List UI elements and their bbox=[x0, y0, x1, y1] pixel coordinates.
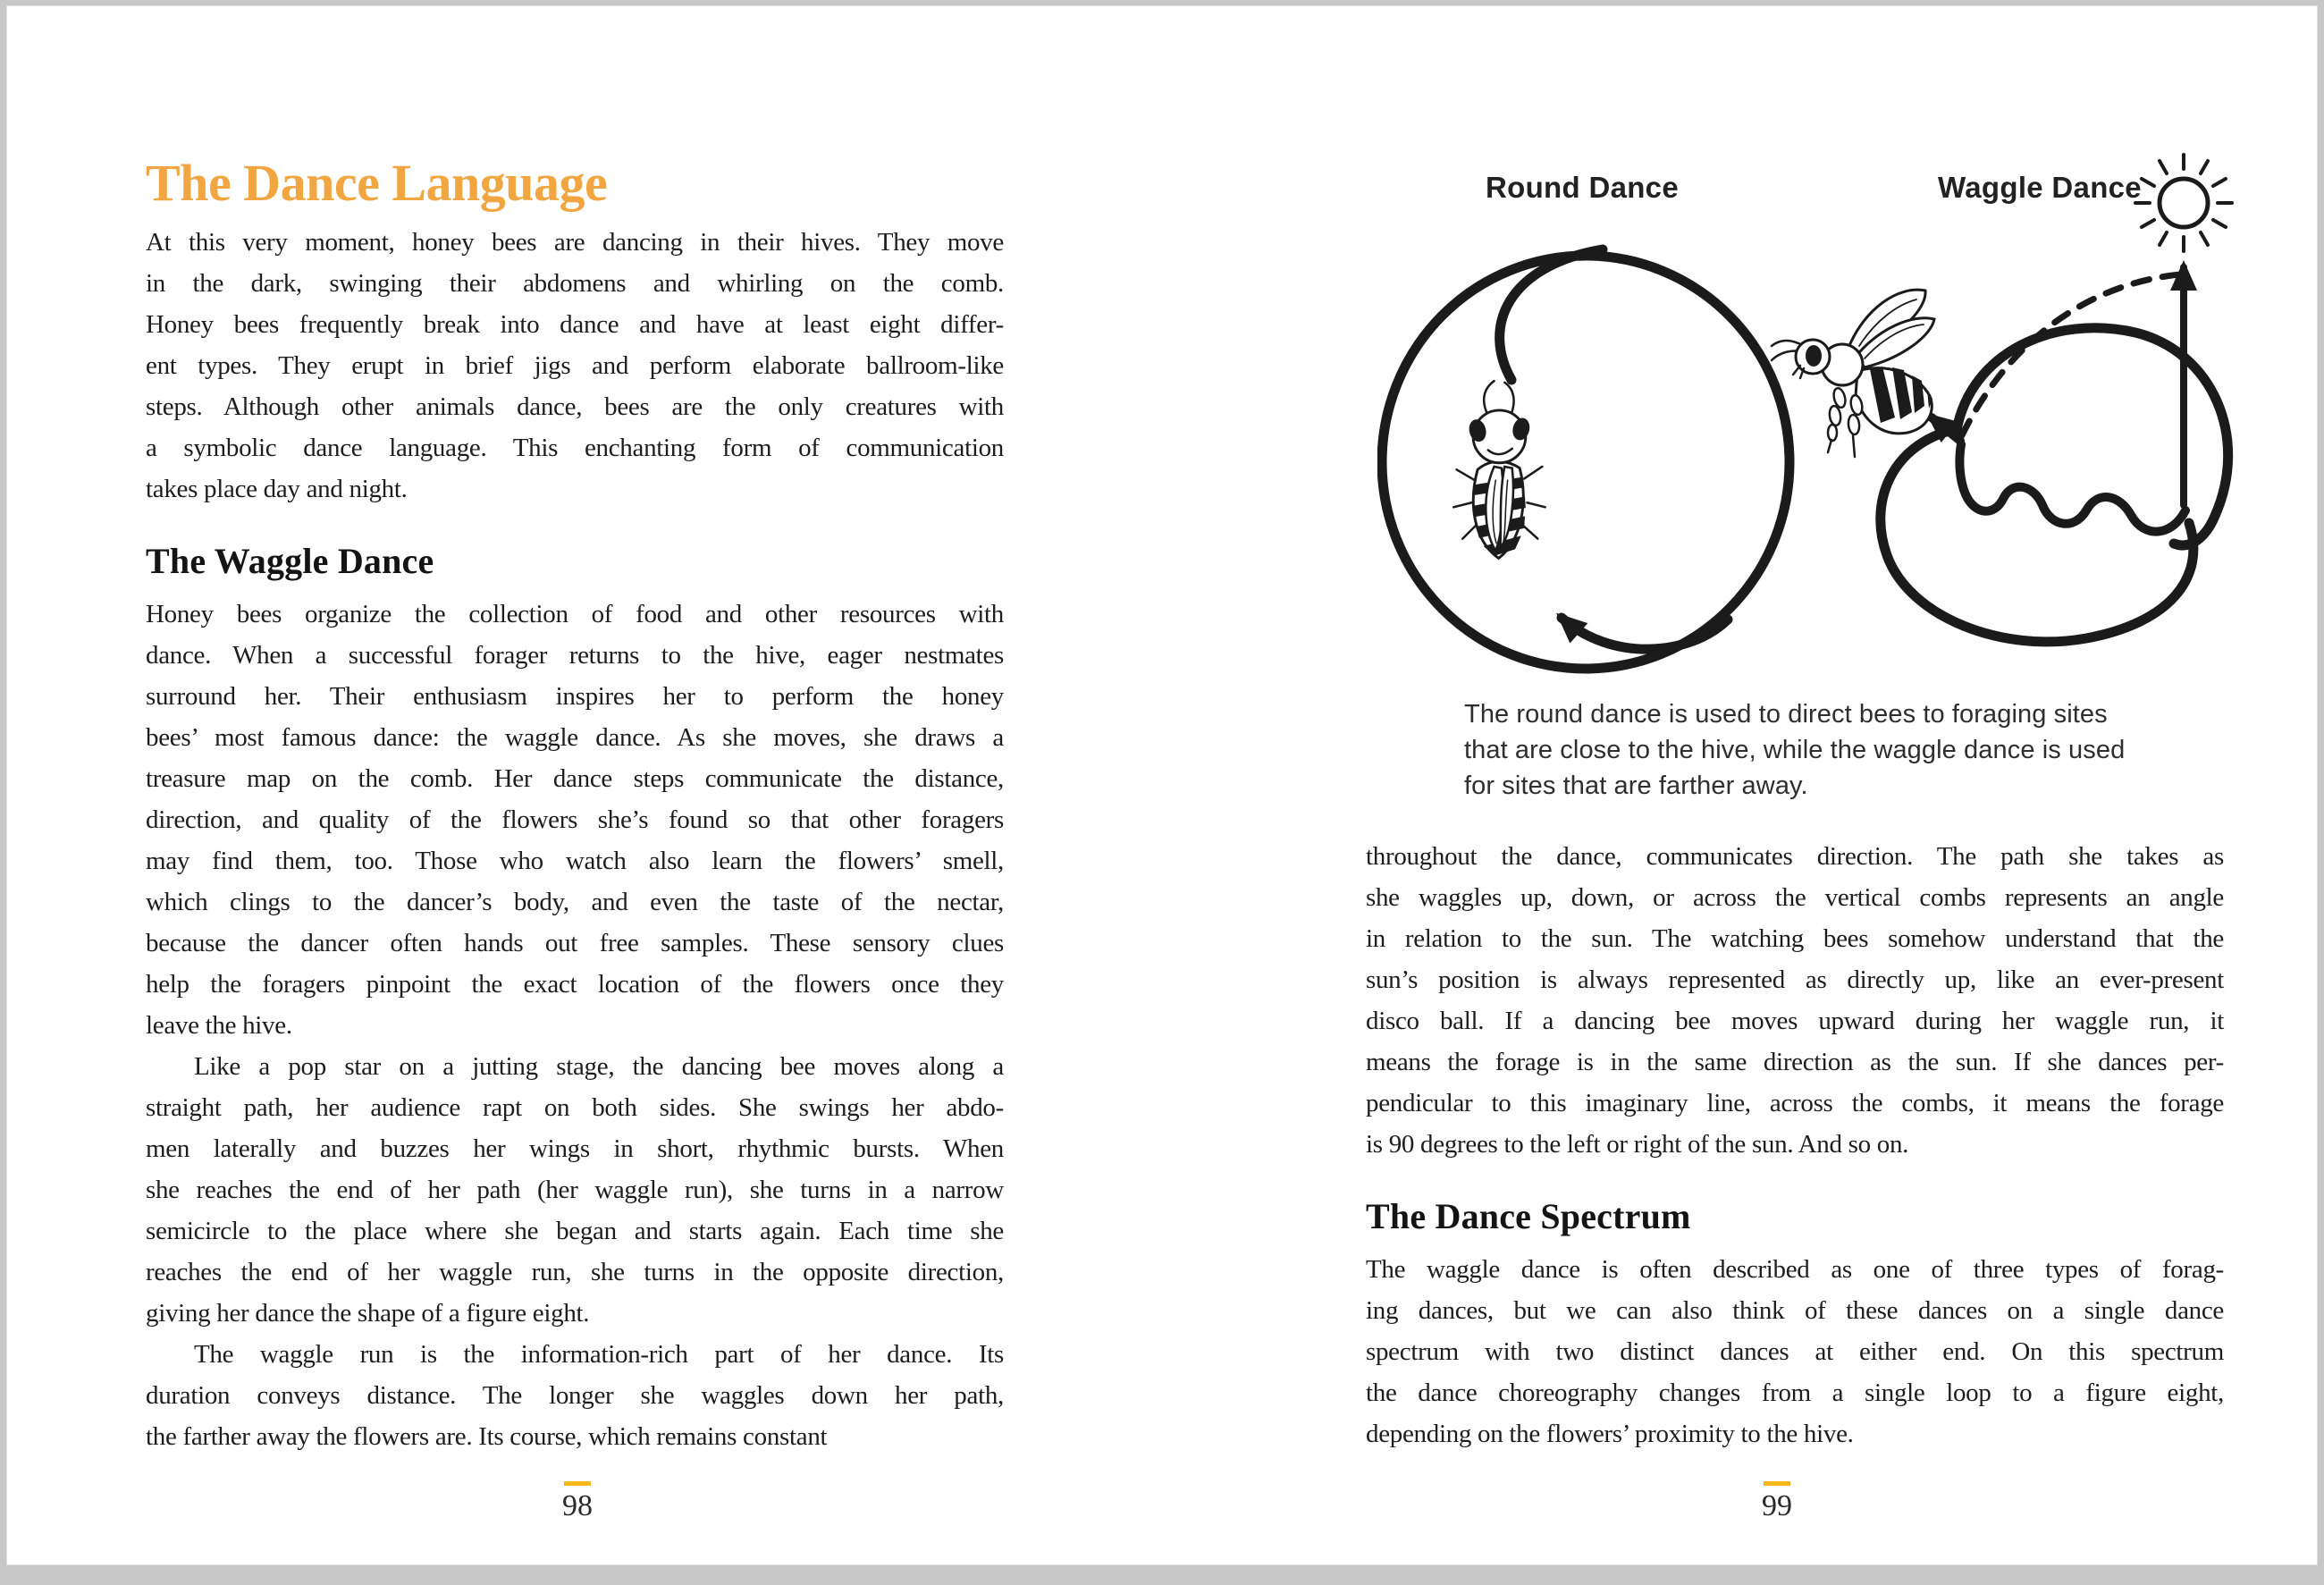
dance-figure bbox=[1377, 140, 2282, 800]
text-line: ent types. They erupt in brief jigs and perform elaborate ballroom-like bbox=[146, 350, 1004, 380]
text-line: straight path, her audience rapt on both sides. She swings her abdo- bbox=[146, 1092, 1004, 1122]
text-line: may find them, too. Those who watch also learn the flowers’ smell, bbox=[146, 846, 1004, 875]
right-page-column bbox=[1366, 836, 2224, 1454]
text-line: in the dark, swinging their abdomens and whirling on the comb. bbox=[146, 268, 1004, 298]
text-line: direction, and quality of the flowers she’s found so that other foragers bbox=[146, 805, 1004, 834]
page-number-rule bbox=[564, 1481, 591, 1486]
figure-label-round-dance: Round Dance bbox=[1486, 171, 1679, 204]
text-line: pendicular to this imaginary line, across the combs, it means the forage bbox=[1366, 1089, 2224, 1117]
text-line: steps. Although other animals dance, bees are the only creatures with bbox=[146, 392, 1004, 421]
chapter-title: The Dance Language bbox=[146, 154, 608, 212]
text-line: leave the hive. bbox=[146, 1010, 292, 1040]
text-line: Like a pop star on a jutting stage, the dancing bee moves along a bbox=[194, 1051, 1004, 1081]
text-line: The round dance is used to direct bees to foraging sites bbox=[1464, 700, 2108, 729]
page-number-left bbox=[562, 1481, 593, 1523]
intro-paragraph bbox=[146, 222, 1004, 510]
text-line: means the forage is in the same direction as the sun. If she dances per- bbox=[1366, 1048, 2224, 1076]
continuation-paragraph bbox=[1366, 836, 2224, 1165]
text-line: sun’s position is always represented as directly up, like an ever-present bbox=[1366, 965, 2224, 994]
text-line: depending on the flowers’ proximity to the hive. bbox=[1366, 1420, 1854, 1448]
text-line: she waggles up, down, or across the vertical combs represents an angle bbox=[1366, 883, 2224, 912]
text-line: ing dances, but we can also think of these dances on a single dance bbox=[1366, 1296, 2224, 1325]
text-line: surround her. Their enthusiasm inspires her to perform the honey bbox=[146, 681, 1004, 711]
text-line: The waggle run is the information-rich part of her dance. Its bbox=[194, 1339, 1004, 1369]
text-line: disco ball. If a dancing bee moves upward during her waggle run, it bbox=[1366, 1007, 2224, 1035]
waggle-paragraph-1 bbox=[146, 594, 1004, 1046]
angle-dashed-line bbox=[1962, 274, 2180, 435]
figure-label-waggle-dance: Waggle Dance bbox=[1938, 171, 2142, 204]
text-line: that are close to the hive, while the waggle dance is used bbox=[1464, 736, 2126, 764]
spectrum-paragraph bbox=[1366, 1249, 2224, 1454]
page-number-value: 99 bbox=[1762, 1489, 1792, 1522]
round-dance-bee bbox=[1453, 381, 1545, 558]
text-line: for sites that are farther away. bbox=[1464, 771, 1808, 800]
text-line: a symbolic dance language. This enchanting form of communication bbox=[146, 433, 1004, 462]
text-line: semicircle to the place where she began and starts again. Each time she bbox=[146, 1216, 1004, 1245]
text-line: is 90 degrees to the left or right of the sun. And so on. bbox=[1366, 1130, 1909, 1159]
waggle-paragraph-3 bbox=[146, 1334, 1004, 1457]
text-line: treasure map on the comb. Her dance steps communicate the distance, bbox=[146, 763, 1004, 793]
dance-diagram-illustration bbox=[1377, 140, 2282, 721]
section-heading-dance-spectrum: The Dance Spectrum bbox=[1366, 1196, 1691, 1236]
left-page-column bbox=[146, 155, 1004, 1457]
flying-bee bbox=[1772, 290, 1934, 457]
waggle-paragraph-2 bbox=[146, 1046, 1004, 1334]
text-line: throughout the dance, communicates direction. The path she takes as bbox=[1366, 842, 2224, 871]
page-number-rule bbox=[1764, 1481, 1790, 1486]
page-surface bbox=[6, 5, 2318, 1565]
text-line: because the dancer often hands out free samples. These sensory clues bbox=[146, 928, 1004, 957]
text-line: she reaches the end of her path (her waggle run), she turns in a narrow bbox=[146, 1175, 1004, 1204]
text-line: dance. When a successful forager returns to the hive, eager nestmates bbox=[146, 640, 1004, 670]
text-line: At this very moment, honey bees are dancing in their hives. They move bbox=[146, 227, 1004, 257]
text-line: spectrum with two distinct dances at either end. On this spectrum bbox=[1366, 1337, 2224, 1366]
text-line: takes place day and night. bbox=[146, 474, 408, 503]
figure-caption bbox=[1464, 696, 2161, 804]
text-line: bees’ most famous dance: the waggle dance. As she moves, she draws a bbox=[146, 722, 1004, 752]
text-line: which clings to the dancer’s body, and even the taste of the nectar, bbox=[146, 887, 1004, 916]
round-dance-path bbox=[1382, 249, 1789, 669]
text-line: men laterally and buzzes her wings in short, rhythmic bursts. When bbox=[146, 1134, 1004, 1163]
text-line: the farther away the flowers are. Its course, which remains constant bbox=[146, 1421, 828, 1451]
section-heading-waggle-dance: The Waggle Dance bbox=[146, 540, 434, 581]
text-line: The waggle dance is often described as one of three types of forag- bbox=[1366, 1255, 2224, 1284]
page-number-right bbox=[1762, 1481, 1792, 1523]
text-line: Honey bees frequently break into dance and have at least eight differ- bbox=[146, 309, 1004, 339]
text-line: help the foragers pinpoint the exact location of the flowers once they bbox=[146, 969, 1004, 999]
text-line: in relation to the sun. The watching bees somehow understand that the bbox=[1366, 924, 2224, 953]
text-line: the dance choreography changes from a single loop to a figure eight, bbox=[1366, 1378, 2224, 1407]
page-number-value: 98 bbox=[562, 1489, 593, 1522]
text-line: duration conveys distance. The longer she waggles down her path, bbox=[146, 1380, 1004, 1410]
waggle-run-wavy-line bbox=[1959, 444, 2185, 532]
sun-icon bbox=[2135, 155, 2232, 251]
text-line: Honey bees organize the collection of food and other resources with bbox=[146, 599, 1004, 628]
text-line: reaches the end of her waggle run, she turns in the opposite direction, bbox=[146, 1257, 1004, 1286]
text-line: giving her dance the shape of a figure eight. bbox=[146, 1298, 590, 1328]
